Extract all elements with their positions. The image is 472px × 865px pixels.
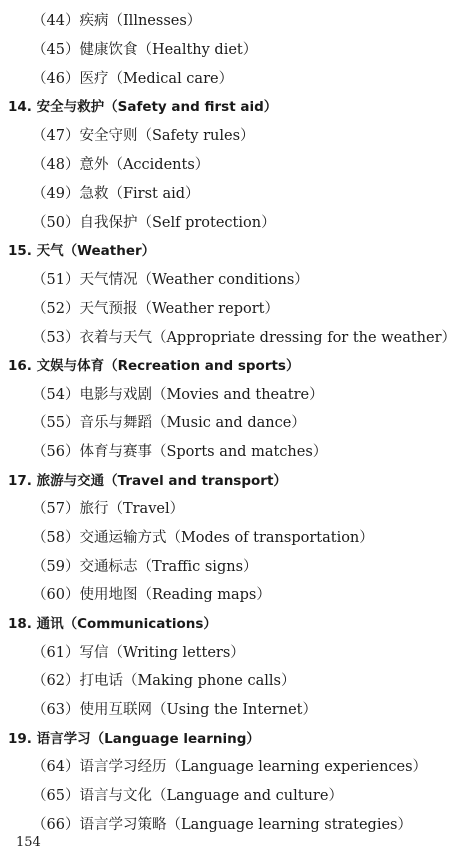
list-item-58: （58）交通运输方式（Modes of transportation） [32,530,374,546]
section-heading-18: 18. 通讯（Communications） [8,616,217,632]
list-item-48: （48）意外（Accidents） [32,157,210,173]
list-item-62: （62）打电话（Making phone calls） [32,673,296,689]
section-heading-17: 17. 旅游与交通（Travel and transport） [8,473,287,489]
list-item-47: （47）安全守则（Safety rules） [32,128,255,144]
list-item-53: （53）衣着与天气（Appropriate dressing for the weather） [32,330,457,346]
list-item-52: （52）天气预报（Weather report） [32,301,279,317]
list-item-63: （63）使用互联网（Using the Internet） [32,702,317,718]
list-item-50: （50）自我保护（Self protection） [32,215,276,231]
list-item-49: （49）急救（First aid） [32,186,200,202]
list-item-45: （45）健康饮食（Healthy diet） [32,42,258,58]
section-heading-19: 19. 语言学习（Language learning） [8,731,260,747]
page-number: 154 [16,835,41,850]
section-heading-14: 14. 安全与救护（Safety and first aid） [8,99,278,115]
list-item-61: （61）写信（Writing letters） [32,645,245,661]
list-item-60: （60）使用地图（Reading maps） [32,587,271,603]
list-item-46: （46）医疗（Medical care） [32,71,234,87]
section-heading-16: 16. 文娱与体育（Recreation and sports） [8,358,300,374]
list-item-59: （59）交通标志（Traffic signs） [32,559,258,575]
section-heading-15: 15. 天气（Weather） [8,243,156,259]
list-item-56: （56）体育与赛事（Sports and matches） [32,444,328,460]
list-item-51: （51）天气情况（Weather conditions） [32,272,309,288]
list-item-44: （44）疾病（Illnesses） [32,13,202,29]
list-item-55: （55）音乐与舞蹈（Music and dance） [32,415,306,431]
list-item-64: （64）语言学习经历（Language learning experiences） [32,759,428,775]
list-item-54: （54）电影与戏剧（Movies and theatre） [32,387,324,403]
list-item-65: （65）语言与文化（Language and culture） [32,788,343,804]
list-item-57: （57）旅行（Travel） [32,501,185,517]
list-item-66: （66）语言学习策略（Language learning strategies） [32,817,412,833]
